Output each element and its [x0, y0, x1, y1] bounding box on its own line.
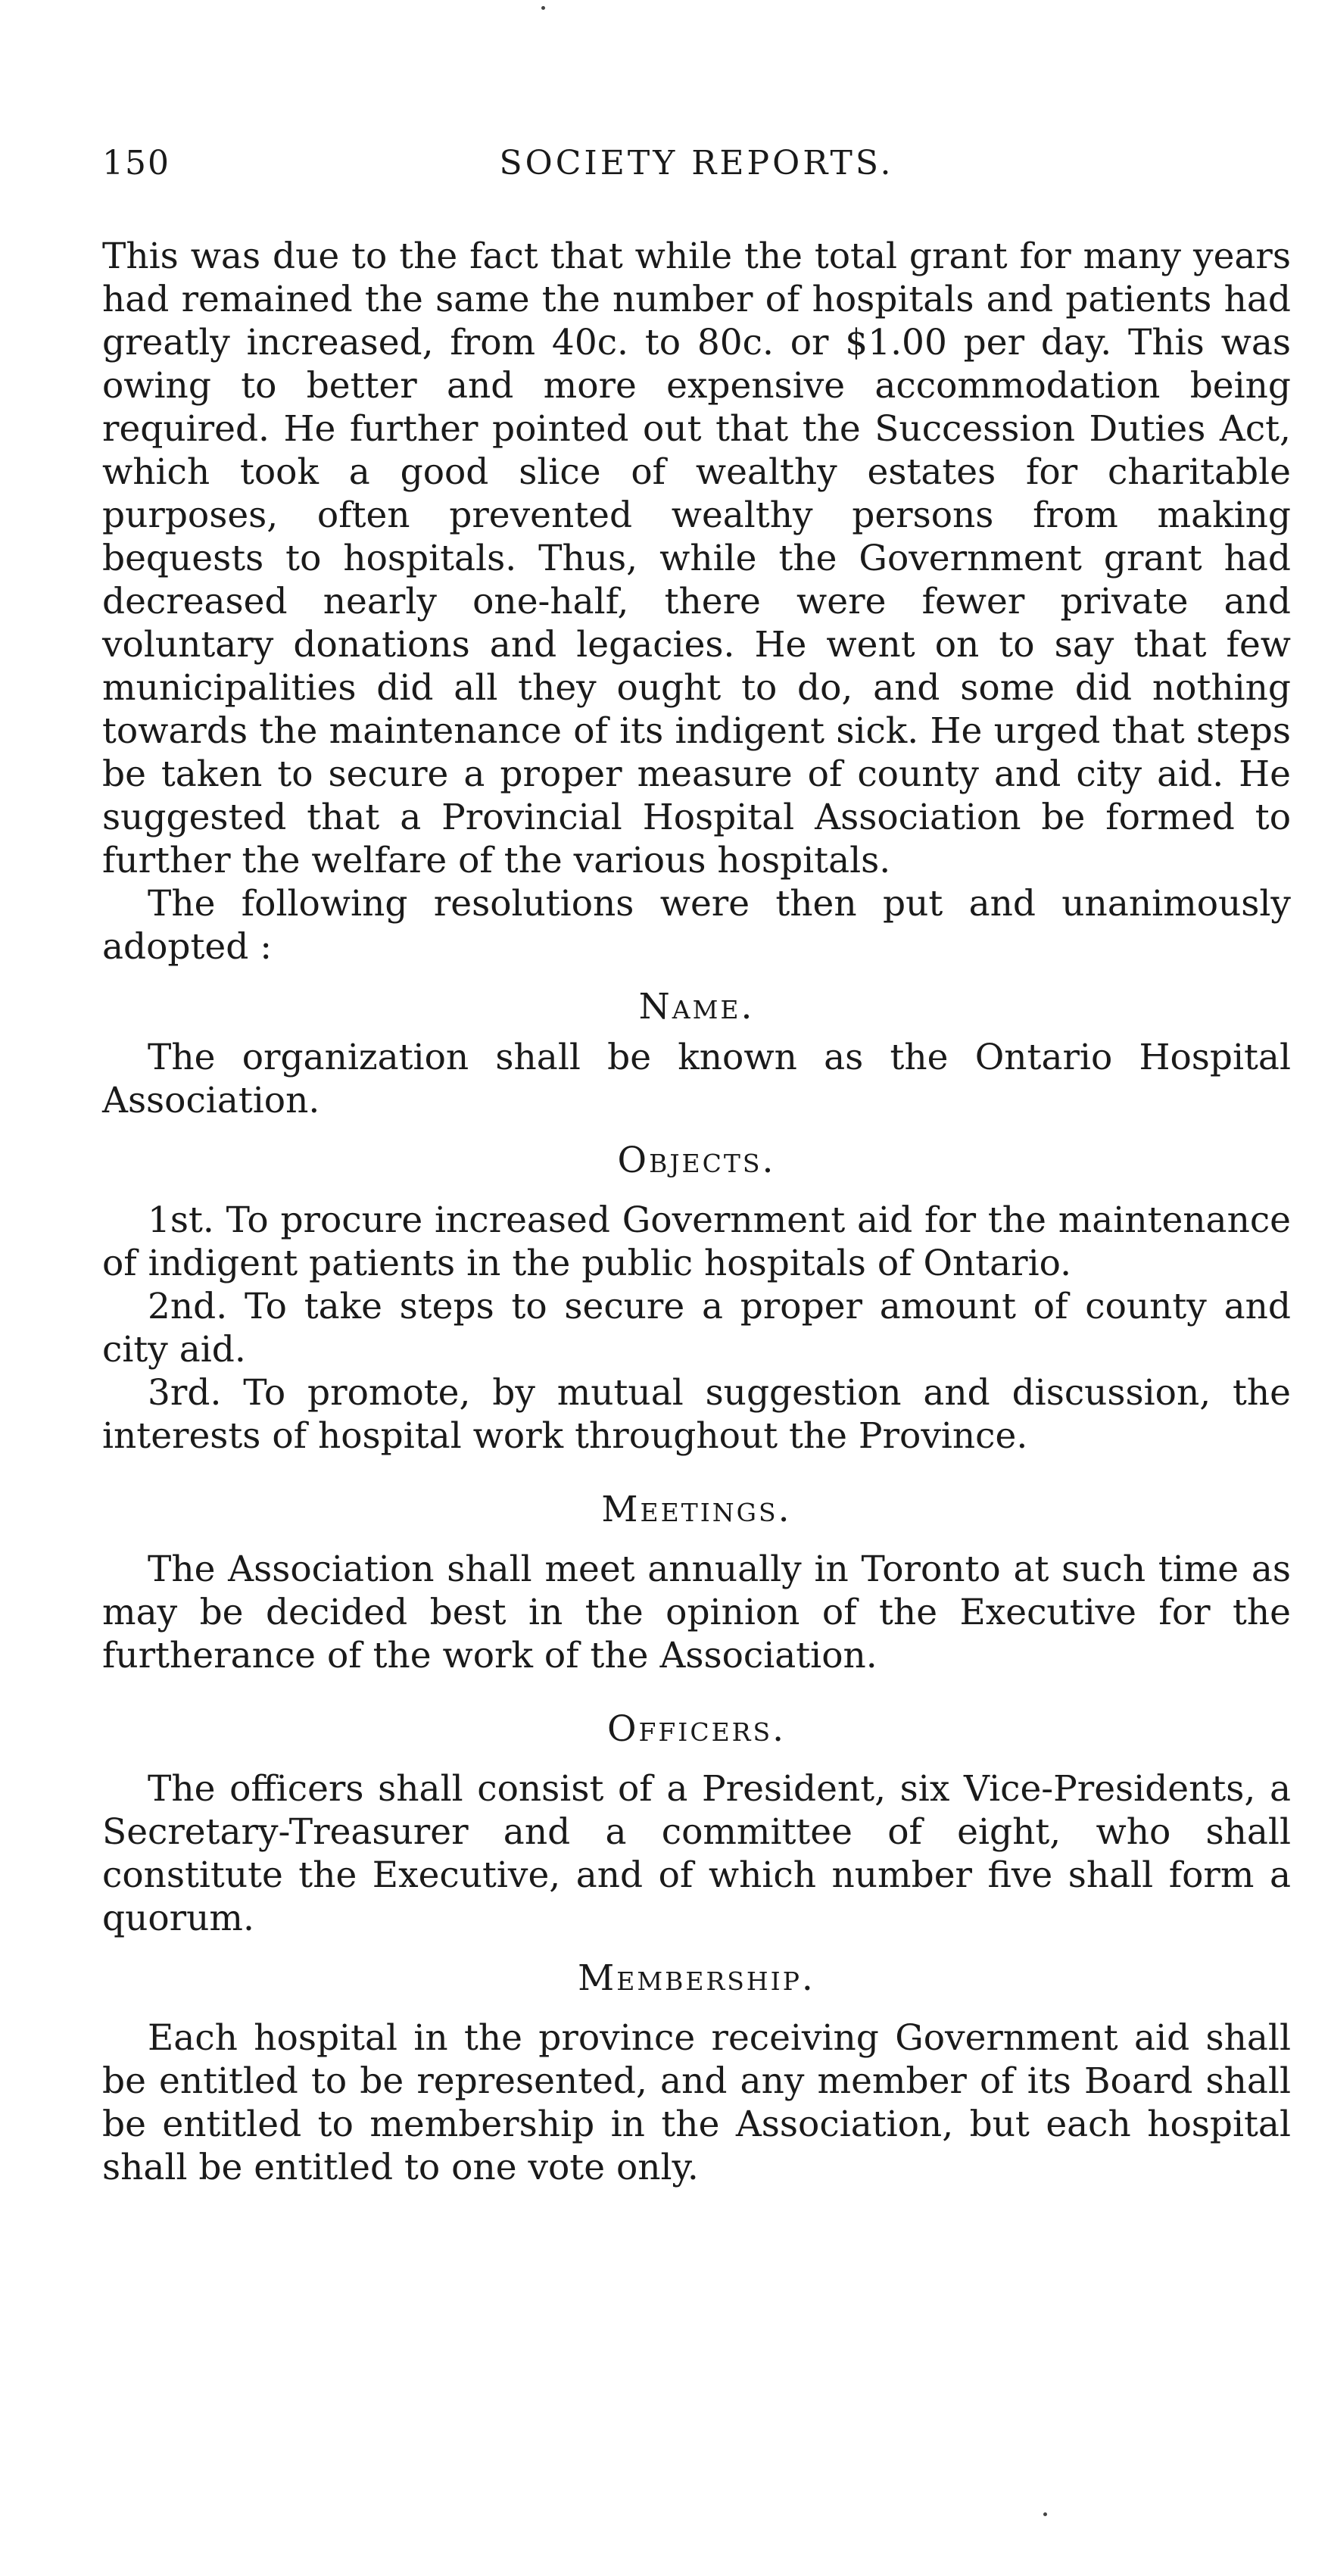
page-number: 150 — [102, 144, 170, 182]
objects-item-2: 2nd. To take steps to secure a proper amount of county and city aid. — [102, 1286, 1291, 1371]
intro-paragraph: This was due to the fact that while the total grant for many years had remained the same the number of hospitals and patients had greatly increased, from 40c. to 80c. or $1.00 per day. This was owing to better and more expensive accommodation being required. He further pointed out that the Succession Duties Act, which took a good slice of wealthy estates for charitable purposes, often prevented wealthy persons from making bequests to hospitals. Thus, while the Government grant had decreased nearly one-half, there were fewer private and voluntary donations and legacies. He went on to say that few municipalities did all they ought to do, and some did nothing towards the maintenance of its indigent sick. He urged that steps be taken to secure a proper measure of county and city aid. He suggested that a Provincial Hospital Association be formed to further the welfare of the various hospitals. — [102, 235, 1291, 881]
section-heading-name: Name. — [638, 986, 755, 1028]
print-speck — [541, 6, 545, 10]
section-heading-officers: Officers. — [606, 1708, 787, 1750]
name-paragraph: The organization shall be known as the Ontario Hospital Association. — [102, 1037, 1291, 1121]
section-heading-meetings: Meetings. — [601, 1489, 792, 1530]
document-page — [102, 144, 1291, 2189]
section-heading-membership: Membership. — [578, 1957, 815, 1999]
running-head — [102, 144, 1291, 197]
section-heading-objects: Objects. — [617, 1140, 776, 1181]
body-text — [102, 235, 1291, 2189]
membership-paragraph: Each hospital in the province receiving Government aid shall be entitled to be represented, and any member of its Board shall be entitled to membership in the Association, but each hospital shall be entitled to one vote only. — [102, 2017, 1291, 2188]
meetings-paragraph: The Association shall meet annually in Toronto at such time as may be decided best in the opinion of the Executive for the furtherance of the work of the Association. — [102, 1548, 1291, 1676]
running-title: SOCIETY REPORTS. — [499, 144, 894, 182]
objects-item-3: 3rd. To promote, by mutual suggestion and discussion, the interests of hospital work throughout the Province. — [102, 1372, 1291, 1457]
resolutions-intro: The following resolutions were then put and unanimously adopted : — [102, 883, 1291, 968]
print-speck — [1043, 2512, 1047, 2516]
objects-item-1: 1st. To procure increased Government aid for the maintenance of indigent patients in the public hospitals of Ontario. — [102, 1199, 1291, 1284]
officers-paragraph: The officers shall consist of a President, six Vice-Presidents, a Secretary-Treasurer and a committee of eight, who shall constitute the Executive, and of which number five shall form a quorum. — [102, 1768, 1291, 1939]
